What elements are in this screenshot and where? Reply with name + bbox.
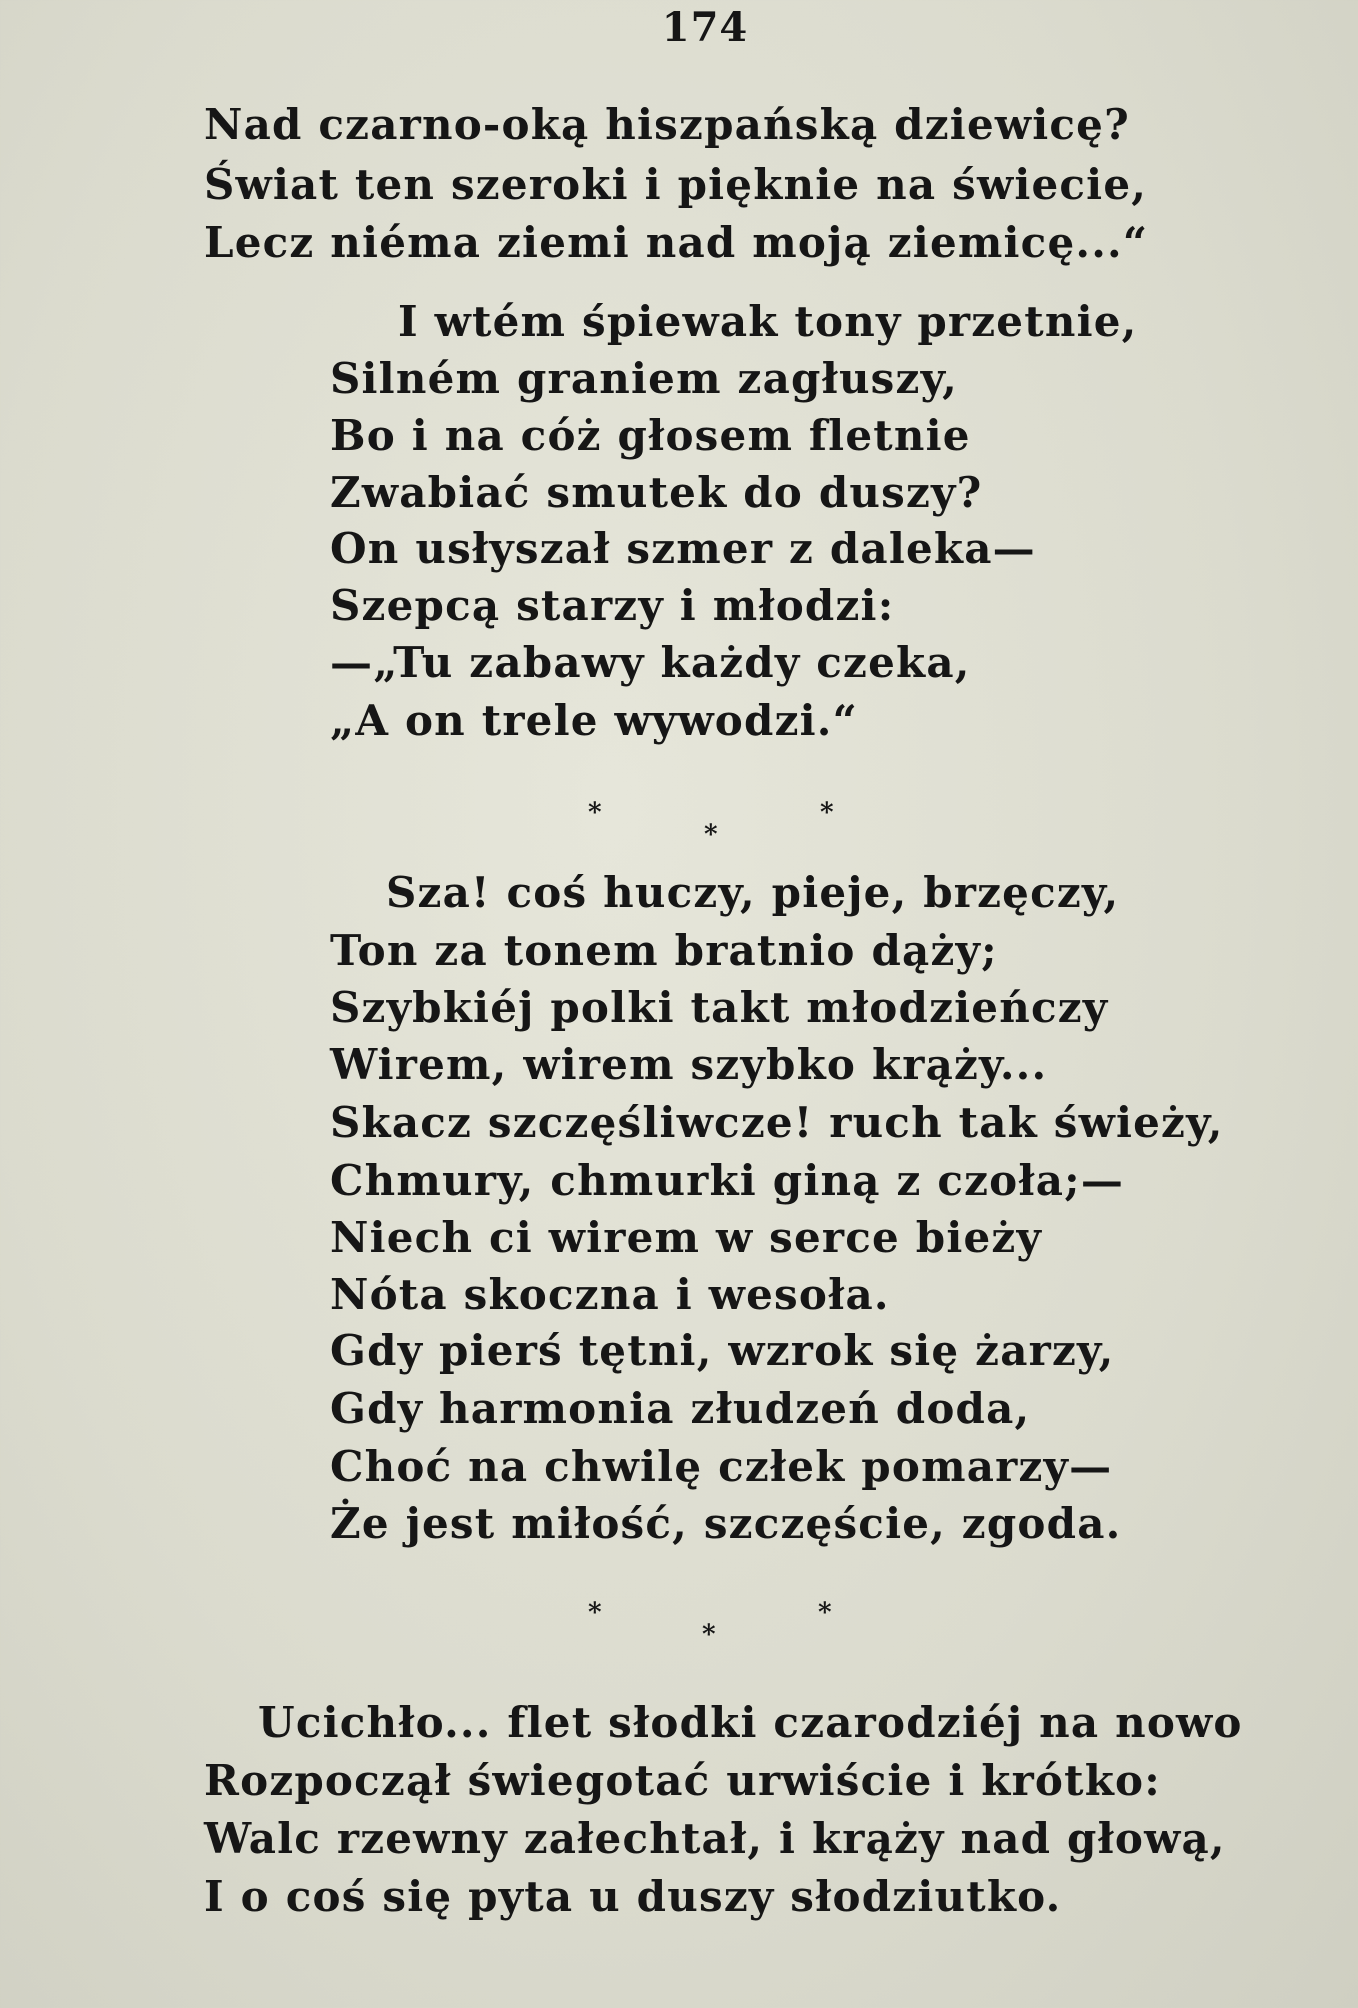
poem-line: Walc rzewny załechtał, i krąży nad głową,: [204, 1814, 1226, 1863]
separator-star: *: [820, 798, 834, 828]
poem-line: Sza! coś huczy, pieje, brzęczy,: [386, 868, 1120, 917]
poem-line: Bo i na cóż głosem fletnie: [330, 411, 971, 460]
poem-line: Nóta skoczna i wesoła.: [330, 1270, 890, 1319]
separator-star: *: [588, 798, 602, 828]
poem-line: Gdy harmonia złudzeń doda,: [330, 1384, 1031, 1433]
poem-line: Lecz niéma ziemi nad moją ziemicę...“: [204, 218, 1149, 267]
poem-line: Ucichło... flet słodki czarodziéj na nowo: [258, 1698, 1243, 1747]
separator-star: *: [702, 1620, 716, 1650]
page-number: 174: [661, 4, 749, 51]
poem-line: Gdy pierś tętni, wzrok się żarzy,: [330, 1326, 1115, 1375]
poem-line: Ton za tonem bratnio dąży;: [330, 926, 998, 975]
poem-line: Skacz szczęśliwcze! ruch tak świeży,: [330, 1098, 1224, 1147]
separator-star: *: [818, 1598, 832, 1628]
poem-line: Szybkiéj polki takt młodzieńczy: [330, 983, 1109, 1032]
poem-line: Zwabiać smutek do duszy?: [330, 468, 983, 517]
poem-line: Że jest miłość, szczęście, zgoda.: [330, 1499, 1122, 1548]
separator-star: *: [588, 1598, 602, 1628]
poem-line: Silném graniem zagłuszy,: [330, 354, 958, 403]
poem-line: Szepcą starzy i młodzi:: [330, 581, 895, 630]
poem-line: Świat ten szeroki i pięknie na świecie,: [204, 160, 1148, 209]
poem-line: Niech ci wirem w serce bieży: [330, 1213, 1043, 1262]
poem-line: Wirem, wirem szybko krąży...: [330, 1040, 1048, 1089]
poem-line: Chmury, chmurki giną z czoła;—: [330, 1156, 1125, 1205]
poem-line: Nad czarno-oką hiszpańską dziewicę?: [204, 100, 1130, 149]
separator-star: *: [704, 820, 718, 850]
poem-line: I o coś się pyta u duszy słodziutko.: [204, 1872, 1062, 1921]
poem-line: —„Tu zabawy każdy czeka,: [330, 638, 971, 687]
poem-line: On usłyszał szmer z daleka—: [330, 524, 1036, 573]
poem-line: Rozpoczął świegotać urwiście i krótko:: [204, 1756, 1161, 1805]
poem-line: I wtém śpiewak tony przetnie,: [398, 297, 1138, 346]
poem-line: Choć na chwilę człek pomarzy—: [330, 1442, 1113, 1491]
poem-line: „A on trele wywodzi.“: [330, 696, 858, 745]
